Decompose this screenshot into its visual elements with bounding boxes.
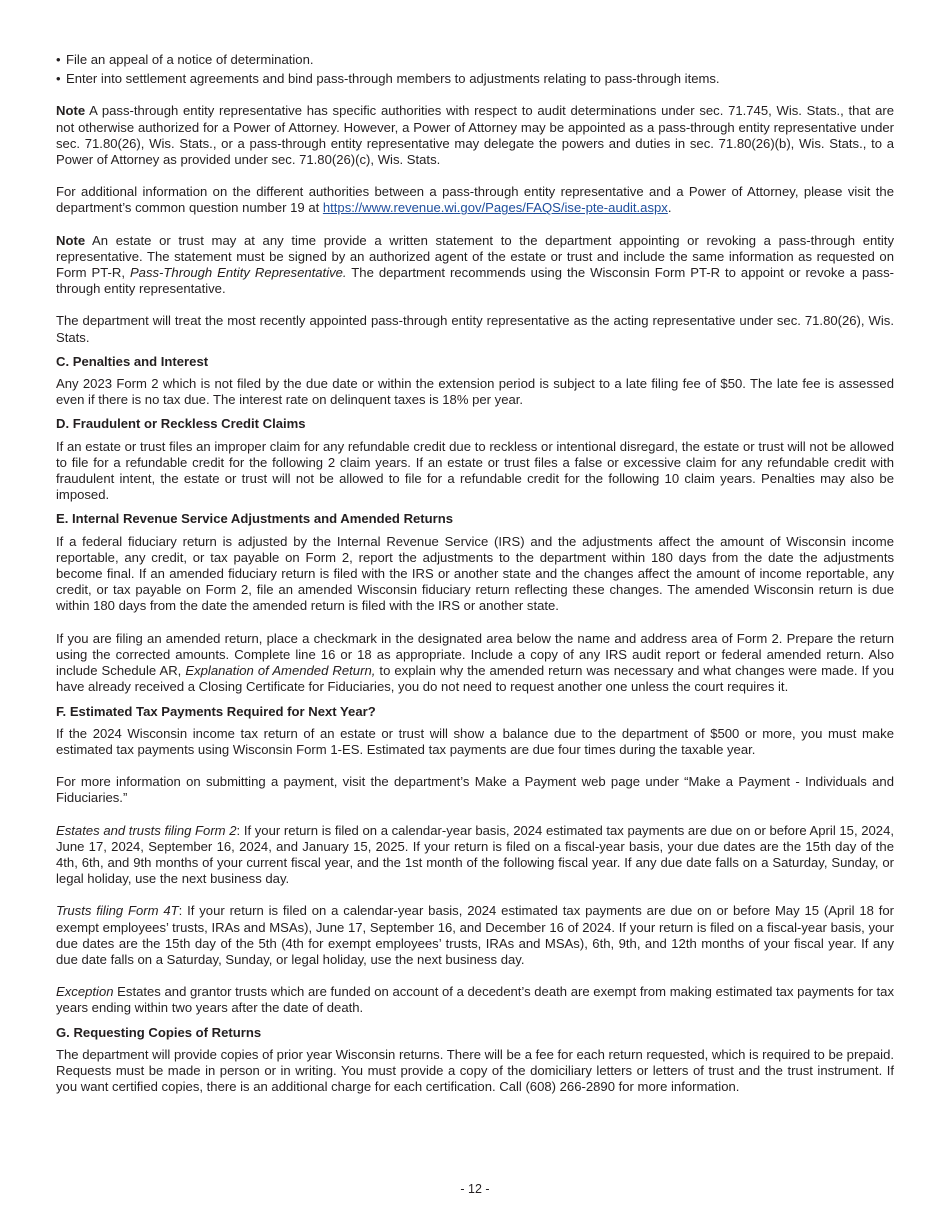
- form2-paragraph: Estates and trusts filing Form 2: If your return is filed on a calendar-year basis, 2024 estimated tax payments are due on or before April 15, 2024, June 17, 2024, September 16, 2024, and January 15, 2025. If your return is filed on a fiscal-year basis, your due dates are the 15th day of the 4th, 6th, and 9th months of your current fiscal year, and the 1st month of the following fiscal year. If any due date falls on a Saturday, Sunday, or legal holiday, use the next business day.: [56, 822, 894, 887]
- section-text: If a federal fiduciary return is adjusted by the Internal Revenue Service (IRS) and the adjustments affect the amount of Wisconsin income reportable, any credit, or tax payable on Form 2, report the adjustments to the department within 180 days from the date the adjustments become final. If an amended fiduciary return is filed with the IRS or another state and the changes affect the amount of income reportable, any credit, or tax payable on Form 2, file an amended Wisconsin fiduciary return reflecting these changes. The amended Wisconsin return is due within 180 days from the date the amended return is filed with the IRS or another state.: [56, 533, 894, 614]
- section-heading: G. Requesting Copies of Returns: [56, 1024, 262, 1040]
- page-number: - 12 -: [460, 1182, 490, 1196]
- section-heading: F. Estimated Tax Payments Required for Next Year?: [56, 703, 376, 719]
- section-heading: D. Fraudulent or Reckless Credit Claims: [56, 416, 306, 432]
- note-appoint-revoke: Note An estate or trust may at any time provide a written statement to the department appointing or revoking a pass-through entity representative. The statement must be signed by an authorized agent of the estate or trust and include the same information as requested on Form PT-R, Pass-Through Entity Representative. The department recommends using the Wisconsin Form PT-R to appoint or revoke a pass-through entity representative.: [56, 232, 894, 297]
- note-pte-authorities: Note A pass-through entity representative has specific authorities with respect to audit determinations under sec. 71.745, Wis. Stats., that are not otherwise authorized for a Power of Attorney. However, a Power of Attorney may be appointed as a pass-through entity representative under sec. 71.80(26), Wis. Stats., or a pass-through entity representative may delegate the powers and duties in sec. 71.80(26)(b), Wis. Stats., to a Power of Attorney as provided under sec. 71.80(26)(c), Wis. Stats.: [56, 103, 894, 168]
- note-label: Note: [56, 103, 86, 119]
- list-item: • Enter into settlement agreements and bind pass-through members to adjustments relating to pass-through items.: [56, 71, 720, 87]
- section-text: Any 2023 Form 2 which is not filed by the due date or within the extension period is subject to a late filing fee of $50. The late fee is assessed even if there is no tax due. The interest rate on delinquent taxes is 18% per year.: [56, 376, 894, 408]
- bullet-icon: •: [56, 52, 61, 67]
- acting-representative-paragraph: The department will treat the most recently appointed pass-through entity representative as the acting representative under sec. 71.80(26), Wis. Stats.: [56, 313, 894, 345]
- payment-info-paragraph: For more information on submitting a payment, visit the department’s Make a Payment web page under “Make a Payment - Individuals and Fiduciaries.”: [56, 774, 894, 806]
- form4t-paragraph: Trusts filing Form 4T: If your return is filed on a calendar-year basis, 2024 estimated tax payments are due on or before May 15 (April 18 for exempt employees’ trusts, IRAs and MSAs), June 17, September 16, and December 16 of 2024. If your return is filed on a fiscal-year basis, your due dates are the 15th day of the 5th (4th for exempt employees’ trusts, IRAs and MSAs), 6th, 9th, and 12th months of your fiscal year. If any due date falls on a Saturday, Sunday, or legal holiday, use the next business day.: [56, 903, 894, 967]
- section-text: If an estate or trust files an improper claim for any refundable credit due to reckless or intentional disregard, the estate or trust will not be allowed to file for a refundable credit for the following 2 claim years. If an estate or trust files a false or excessive claim for any refundable credit with fraudulent intent, the estate or trust will not be allowed to file for a refundable credit for the following 10 claim years. Penalties may also be imposed.: [56, 438, 894, 503]
- section-c: [56, 354, 894, 409]
- section-heading: E. Internal Revenue Service Adjustments and Amended Returns: [56, 511, 454, 527]
- additional-info-paragraph: For additional information on the different authorities between a pass-through entity representative and a Power of Attorney, please visit the department’s common question number 19 at https://www.revenue.wi.gov/Pages/FAQS/ise-pte-audit.aspx.: [56, 184, 894, 216]
- section-e: [56, 511, 894, 695]
- bullet-icon: •: [56, 71, 61, 87]
- section-heading: C. Penalties and Interest: [56, 353, 209, 369]
- amended-return-paragraph: If you are filing an amended return, place a checkmark in the designated area below the name and address area of Form 2. Prepare the return using the corrected amounts. Complete line 16 or 18 as appropriate. Include a copy of any IRS audit report or federal amended return. Also include Schedule AR, Explanation of Amended Return, to explain why the amended return was necessary and what changes were made. If you have already received a Closing Certificate for Fiduciaries, you do not need to request another one unless the court requires it.: [56, 630, 894, 695]
- section-g: [56, 1025, 894, 1096]
- section-f: [56, 704, 894, 1017]
- section-d: [56, 416, 894, 503]
- bullet-list: [56, 52, 894, 87]
- faq-link[interactable]: https://www.revenue.wi.gov/Pages/FAQS/ise-pte-audit.aspx: [322, 200, 668, 216]
- list-item: • File an appeal of a notice of determination.: [56, 52, 314, 67]
- note-label: Note: [56, 232, 86, 248]
- exception-paragraph: Exception Estates and grantor trusts which are funded on account of a decedent’s death are exempt from making estimated tax payments for tax years ending within two years after the date of death.: [56, 984, 894, 1016]
- section-text: The department will provide copies of prior year Wisconsin returns. There will be a fee for each return requested, which is required to be prepaid. Requests must be made in person or in writing. You must provide a copy of the domiciliary letters or letters of trust and the trust instrument. If you want certified copies, there is an additional charge for each certification. Call (608) 266-2890 for more information.: [56, 1046, 894, 1095]
- document-page: [56, 52, 894, 1103]
- section-text: If the 2024 Wisconsin income tax return of an estate or trust will show a balance due to the department of $500 or more, you must make estimated tax payments using Wisconsin Form 1-ES. Estimated tax payments are due four times during the taxable year.: [56, 725, 894, 757]
